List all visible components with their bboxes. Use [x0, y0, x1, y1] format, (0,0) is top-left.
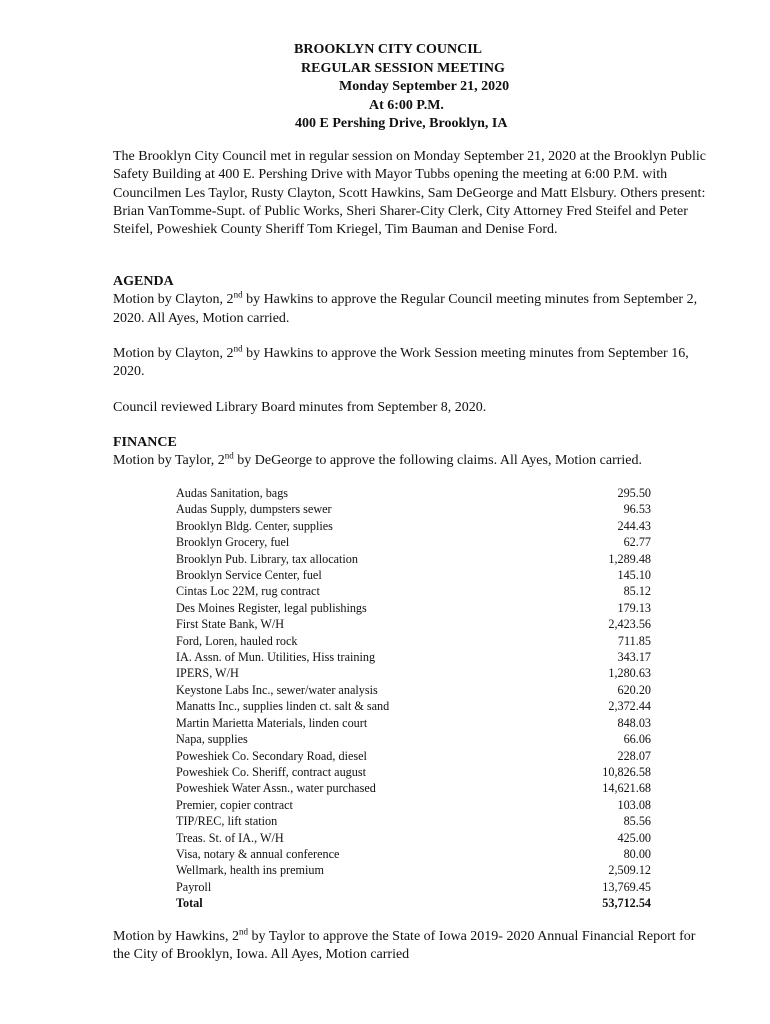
claim-payee: Martin Marietta Materials, linden court — [176, 715, 368, 730]
motion-text: Motion by Clayton, 2 — [113, 292, 234, 308]
claim-row — [176, 748, 651, 764]
claim-row — [176, 616, 651, 632]
claim-amount: 80.00 — [623, 846, 651, 861]
council-title: BROOKLYN CITY COUNCIL — [294, 42, 482, 57]
claim-amount: 1,280.63 — [608, 666, 651, 681]
motion-text: by DeGeorge to approve the following claims. All Ayes, Motion carried. — [233, 453, 643, 469]
intro-paragraph — [113, 148, 713, 239]
agenda-section — [113, 273, 713, 328]
claim-payee: Brooklyn Pub. Library, tax allocation — [176, 551, 358, 566]
claim-payee: Premier, copier contract — [176, 797, 293, 812]
claim-amount: 145.10 — [617, 568, 651, 583]
library-block — [113, 399, 713, 417]
meeting-time: At 6:00 P.M. — [369, 97, 444, 113]
claim-amount: 711.85 — [617, 633, 651, 648]
claim-amount: 10,826.58 — [602, 764, 651, 779]
claim-row — [176, 518, 651, 534]
agenda-motion-1 — [113, 291, 713, 328]
claim-payee: Audas Supply, dumpsters sewer — [176, 502, 332, 517]
claim-amount: 228.07 — [617, 748, 651, 763]
claim-payee: Ford, Loren, hauled rock — [176, 633, 298, 648]
claim-amount: 96.53 — [623, 502, 651, 517]
claim-row — [176, 665, 651, 681]
motion-text: Motion by Taylor, 2 — [113, 453, 225, 469]
claim-payee: Audas Sanitation, bags — [176, 486, 289, 500]
finance-heading: FINANCE — [113, 435, 177, 450]
claim-amount: 14,621.68 — [602, 781, 651, 796]
ordinal-suffix: nd — [239, 926, 248, 937]
claim-payee: Keystone Labs Inc., sewer/water analysis — [176, 682, 378, 697]
claim-amount: 2,372.44 — [608, 699, 651, 714]
claim-row — [176, 485, 651, 501]
claim-payee: Napa, supplies — [176, 732, 248, 747]
claim-row — [176, 780, 651, 796]
claim-payee: IPERS, W/H — [176, 666, 239, 681]
claim-payee: Des Moines Register, legal publishings — [176, 600, 367, 615]
claim-row — [176, 879, 651, 895]
claim-row — [176, 600, 651, 616]
claim-payee: Brooklyn Bldg. Center, supplies — [176, 518, 333, 533]
agenda-motion-2 — [113, 345, 713, 382]
claim-amount: 1,289.48 — [608, 551, 651, 566]
claim-row — [176, 567, 651, 583]
claim-amount: 13,769.45 — [602, 879, 651, 894]
claim-row — [176, 698, 651, 714]
motion-text: Motion by Clayton, 2 — [113, 346, 234, 361]
claim-payee: Visa, notary & annual conference — [176, 846, 340, 861]
claim-amount: 2,509.12 — [608, 863, 651, 878]
claim-row — [176, 649, 651, 665]
claim-payee: Poweshiek Co. Secondary Road, diesel — [176, 748, 367, 763]
claim-row — [176, 731, 651, 747]
meeting-header — [0, 41, 770, 134]
ordinal-suffix: nd — [233, 289, 243, 300]
claim-row — [176, 551, 651, 567]
claim-row — [176, 862, 651, 878]
motion-text: by Hawkins to approve the Regular Council meeting minutes from September 2, 2020. All Ayes, Motion carried. — [113, 292, 698, 326]
claim-row — [176, 715, 651, 731]
claim-amount: 2,423.56 — [608, 617, 651, 632]
claim-row — [176, 501, 651, 517]
claim-payee: Brooklyn Grocery, fuel — [176, 535, 290, 550]
finance-section — [113, 434, 713, 471]
motion-text: by Hawkins to approve the Work Session meeting minutes from September 16, 2020. — [113, 346, 689, 380]
claim-amount: 85.12 — [623, 584, 651, 599]
claim-amount: 848.03 — [617, 715, 651, 730]
claim-payee: Treas. St. of IA., W/H — [176, 830, 284, 845]
motion-text: Motion by Hawkins, 2 — [113, 929, 239, 944]
claim-row — [176, 764, 651, 780]
claim-row — [176, 633, 651, 649]
annual-report-block — [113, 928, 713, 965]
claims-total-row — [176, 895, 651, 911]
meeting-address: 400 E Pershing Drive, Brooklyn, IA — [295, 116, 508, 131]
finance-motion — [113, 452, 713, 470]
agenda-heading: AGENDA — [113, 274, 174, 289]
total-amount: 53,712.54 — [602, 896, 651, 911]
library-review: Council reviewed Library Board minutes from September 8, 2020. — [113, 400, 487, 415]
claim-row — [176, 830, 651, 846]
claim-amount: 62.77 — [623, 535, 651, 550]
ordinal-suffix: nd — [224, 450, 234, 461]
claim-payee: Cintas Loc 22M, rug contract — [176, 584, 320, 599]
intro-text: The Brooklyn City Council met in regular session on Monday September 21, 2020 at the Brooklyn Public Safety Building at 400 E. Pershing Drive with Mayor Tubbs opening the meeting at 6:00 P.M. with Councilmen Les Taylor, Rusty Clayton, Scott Hawkins, Sam DeGeorge and Matt Elsbury. Others present: Brian VanTomme-Supt. of Public Works, Sheri Sharer-City Clerk, City Attorney Fred Steifel and Peter Steifel, Poweshiek County Sheriff Tom Kriegel, Tim Bauman and Denise Ford. — [113, 149, 706, 238]
claim-amount: 85.56 — [623, 814, 651, 829]
claim-amount: 425.00 — [617, 830, 651, 845]
claim-payee: Poweshiek Co. Sheriff, contract august — [176, 764, 367, 779]
claim-amount: 244.43 — [617, 518, 651, 533]
claim-amount: 343.17 — [617, 650, 651, 665]
meeting-date: Monday September 21, 2020 — [339, 79, 510, 94]
claim-amount: 66.06 — [623, 732, 651, 747]
claim-amount: 620.20 — [617, 682, 651, 697]
claim-payee: Brooklyn Service Center, fuel — [176, 568, 322, 583]
claim-payee: TIP/REC, lift station — [176, 814, 278, 829]
claim-row — [176, 813, 651, 829]
claim-payee: Manatts Inc., supplies linden ct. salt & sand — [176, 699, 390, 714]
claim-payee: Wellmark, health ins premium — [176, 863, 324, 878]
claim-payee: Poweshiek Water Assn., water purchased — [176, 781, 376, 796]
annual-report-motion — [113, 928, 713, 965]
session-title: REGULAR SESSION MEETING — [301, 60, 505, 76]
claim-row — [176, 846, 651, 862]
agenda-motion-2-block — [113, 345, 713, 382]
ordinal-suffix: nd — [233, 343, 243, 354]
claim-row — [176, 534, 651, 550]
claim-payee: IA. Assn. of Mun. Utilities, Hiss training — [176, 650, 376, 665]
claim-amount: 295.50 — [617, 486, 651, 500]
claim-payee: First State Bank, W/H — [176, 617, 285, 632]
claim-row — [176, 583, 651, 599]
motion-text: by Taylor to approve the State of Iowa 2019- 2020 Annual Financial Report for the City of Brooklyn, Iowa. All Ayes, Motion carried — [113, 929, 696, 963]
claim-payee: Payroll — [176, 879, 212, 894]
claims-list — [176, 485, 651, 912]
total-label: Total — [176, 896, 203, 911]
claim-amount: 179.13 — [617, 600, 651, 615]
claim-row — [176, 797, 651, 813]
claim-amount: 103.08 — [617, 797, 651, 812]
claim-row — [176, 682, 651, 698]
